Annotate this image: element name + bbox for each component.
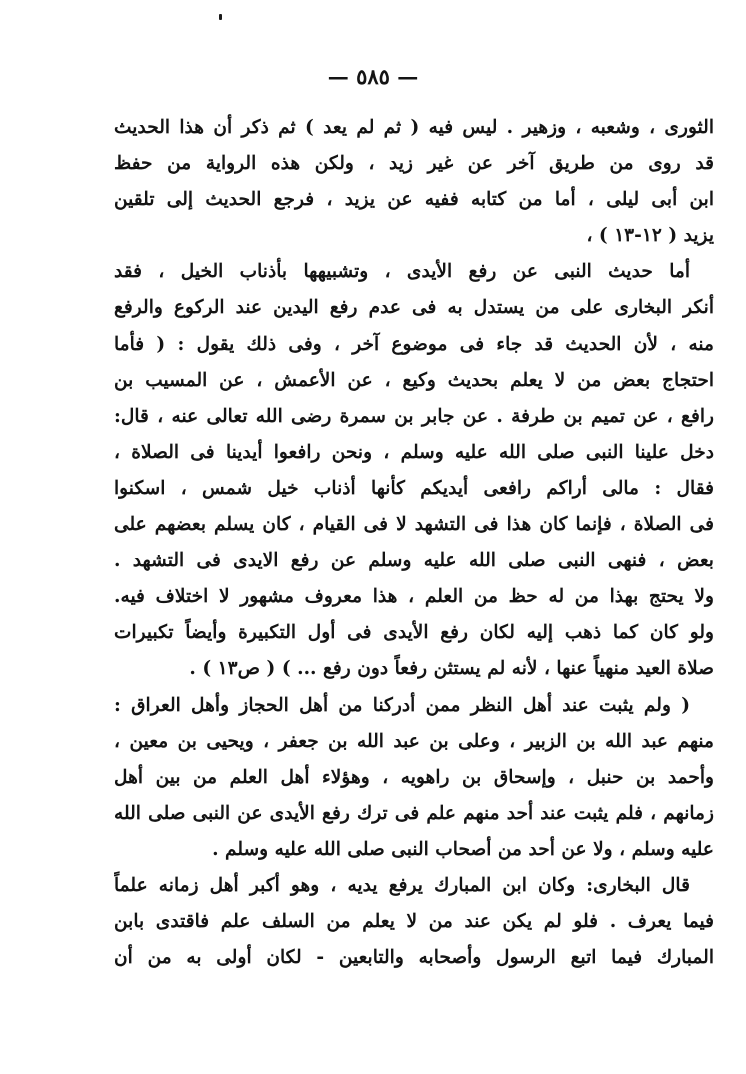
text-line: بعض ، فنهى النبى صلى الله عليه وسلم عن رفع الايدى فى التشهد . [114,550,714,572]
text-line: منهم عبد الله بن الزبير ، وعلى بن عبد الله بن جعفر ، ويحيى بن معين ، [114,730,714,752]
text-line: أما حديث النبى عن رفع الأيدى ، وتشبيهها بأذناب الخيل ، فقد [114,261,690,283]
text-line: زمانهم ، فلم يثبت عند أحد منهم علم فى ترك رفع الأيدى عن النبى صلى الله [114,802,714,824]
text-line: منه ، لأن الحديث قد جاء فى موضوع آخر ، وفى ذلك يقول : ( فأما [114,333,714,355]
text-line: فى الصلاة ، فإنما كان هذا فى التشهد لا فى القيام ، كان يسلم بعضهم على [114,514,714,536]
text-line: فيما يعرف . فلو لم يكن عند من لا يعلم من السلف علم فاقتدى بابن [114,911,714,933]
text-line: يزيد ( ١٢-١٣ ) ، [586,225,714,247]
text-line: احتجاج بعض من لا يعلم بحديث وكيع ، عن الأعمش ، عن المسيب بن [114,369,714,391]
text-line: الثورى ، وشعبه ، وزهير . ليس فيه ( ثم لم يعد ) ثم ذكر أن هذا الحديث [114,117,714,138]
text-line: رافع ، عن تميم بن طرفة . عن جابر بن سمرة رضى الله تعالى عنه ، قال: [114,405,714,427]
text-line: دخل علينا النبى صلى الله عليه وسلم ، ونحن رافعوا أيدينا فى الصلاة ، [114,441,714,463]
text-line: قال البخارى: وكان ابن المبارك يرفع يديه ، وهو أكبر أهل زمانه علماً [114,874,690,896]
text-line: فقال : مالى أراكم رافعى أيديكم كأنها أذناب خيل شمس ، اسكنوا [114,477,714,499]
text-line: ابن أبى ليلى ، أما من كتابه ففيه عن يزيد ، فرجع الحديث إلى تلقين [114,189,714,211]
text-line: صلاة العيد منهياً عنها ، لأنه لم يستثن رفعاً دون رفع ... ) ( ص١٣ ) . [189,658,714,680]
page-number: — ٥٨٥ — [327,64,419,89]
text-line: قد روى من طريق آخر عن غير زيد ، ولكن هذه الرواية من حفظ [114,153,714,175]
text-line: وأحمد بن حنبل ، وإسحاق بن راهويه ، وهؤلاء أهل العلم من بين أهل [114,766,714,788]
text-line: ولا يحتج بهذا من له حظ من العلم ، هذا معروف مشهور لا اختلاف فيه. [114,586,714,608]
text-line: ( ولم يثبت عند أهل النظر ممن أدركنا من أهل الحجاز وأهل العراق : [114,694,690,716]
ink-speck [219,14,222,20]
text-line: أنكر البخارى على من يستدل به فى عدم رفع اليدين عند الركوع والرفع [114,297,714,319]
text-line: عليه وسلم ، ولا عن أحد من أصحاب النبى صلى الله عليه وسلم . [212,838,714,860]
text-line: ولو كان كما ذهب إليه لكان رفع الأيدى فى أول التكبيرة وأيضاً تكبيرات [114,622,714,644]
text-line: المبارك فيما اتبع الرسول وأصحابه والتابعين - لكان أولى به من أن [114,947,714,969]
body-text [114,110,714,976]
